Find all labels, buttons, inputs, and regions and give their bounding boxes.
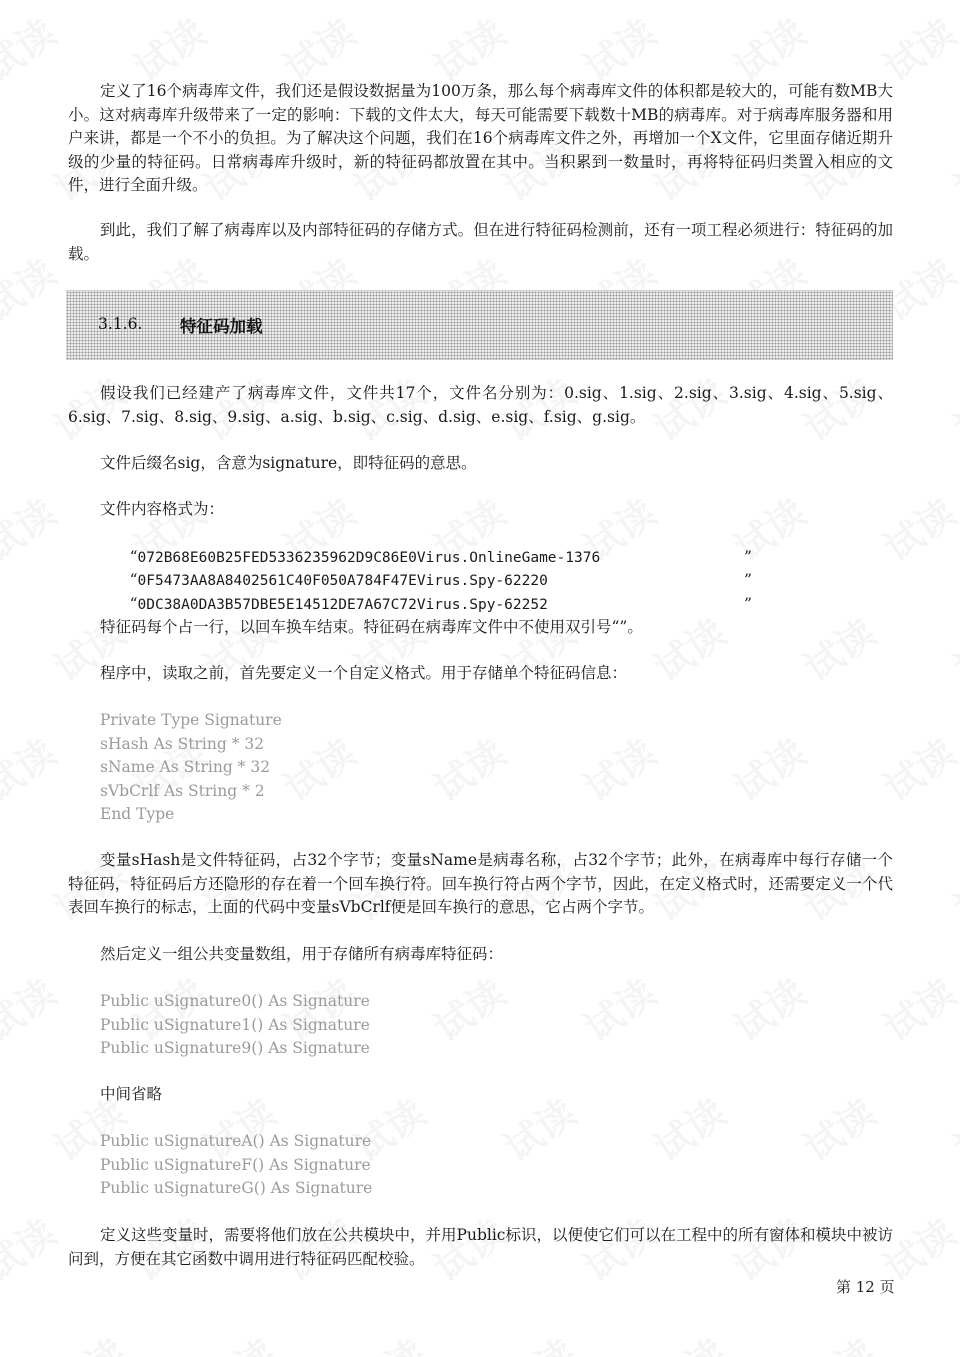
code-line: sVbCrlf As String * 2 bbox=[100, 781, 265, 800]
section-title: 特征码加载 bbox=[180, 317, 263, 336]
paragraph-custom-type: 程序中，读取之前，首先要定义一个自定义格式。用于存储单个特征码信息： bbox=[100, 664, 628, 682]
code-line: End Type bbox=[100, 805, 175, 823]
paragraph-public-arrays: 然后定义一组公共变量数组，用于存储所有病毒库特征码： bbox=[100, 945, 504, 963]
code-line: sHash As String * 32 bbox=[100, 734, 265, 753]
paragraph-variable-explanation: 变量sHash是文件特征码，占32个字节；变量sName是病毒名称，占32个字节；此外，在病毒库中每行存储一个特征码，特征码后方还隐形的存在着一个回车换行符。回车换行符占两个字节，因此，在定义格式时，还需要定义一个代表回车换行的标志，上面的代码中变量sVbCrlf便是回车换行的意思，它占两个字节。 bbox=[68, 851, 893, 916]
paragraph-public-module: 定义这些变量时，需要将他们放在公共模块中，并用Public标识，以便使它们可以在工程中的所有窗体和模块中被访问到，方便在其它函数中调用进行特征码匹配校验。 bbox=[68, 1226, 893, 1268]
paragraph-line-rule: 特征码每个占一行，以回车换车结束。特征码在病毒库文件中不使用双引号“”。 bbox=[100, 618, 643, 636]
paragraph-file-list: 假设我们已经建产了病毒库文件，文件共17个，文件名分别为：0.sig、1.sig、2.sig、3.sig、4.sig、5.sig、6.sig、7.sig、8.sig、9.sig、a.sig、b.sig、c.sig、d.sig、e.sig、f.sig、g.sig。 bbox=[68, 384, 893, 426]
code-line: Public uSignature0() As Signature bbox=[100, 992, 370, 1010]
code-line: Public uSignatureF() As Signature bbox=[100, 1155, 371, 1174]
sample-line: “0DC38A0DA3B57DBE5E14512DE7A67C72Virus.Spy-62252 ” bbox=[129, 594, 752, 613]
paragraph-content-format: 文件内容格式为： bbox=[100, 500, 225, 518]
paragraph-signature-loading-intro: 到此，我们了解了病毒库以及内部特征码的存储方式。但在进行特征码检测前，还有一项工程必须进行：特征码的加载。 bbox=[68, 221, 893, 263]
sample-line: “072B68E60B25FED5336235962D9C86E0Virus.OnlineGame-1376 ” bbox=[129, 547, 752, 566]
code-line: Public uSignatureA() As Signature bbox=[100, 1132, 372, 1150]
section-number: 3.1.6. bbox=[98, 315, 143, 333]
code-line: Public uSignature1() As Signature bbox=[100, 1015, 370, 1034]
sample-signature-text: 0F5473AA8A8402561C40F050A784F47EVirus.Spy-62220 bbox=[137, 572, 548, 589]
code-line: sName As String * 32 bbox=[100, 758, 271, 776]
code-block-public-1 bbox=[100, 990, 370, 1061]
code-block-public-2 bbox=[100, 1130, 372, 1201]
paragraph-omitted: 中间省略 bbox=[100, 1085, 163, 1103]
sample-line: “0F5473AA8A8402561C40F050A784F47EVirus.Spy-62220 ” bbox=[129, 570, 752, 589]
section-heading bbox=[66, 290, 893, 360]
page-number: 第 12 页 bbox=[836, 1278, 895, 1296]
code-line: Public uSignatureG() As Signature bbox=[100, 1179, 373, 1197]
sample-signature-text: 072B68E60B25FED5336235962D9C86E0Virus.OnlineGame-1376 bbox=[137, 549, 601, 566]
code-line: Public uSignature9() As Signature bbox=[100, 1039, 370, 1057]
sample-signature-text: 0DC38A0DA3B57DBE5E14512DE7A67C72Virus.Spy-62252 bbox=[137, 596, 548, 613]
code-block-type bbox=[100, 709, 282, 827]
code-line: Private Type Signature bbox=[100, 711, 282, 729]
paragraph-file-suffix: 文件后缀名sig，含意为signature，即特征码的意思。 bbox=[100, 454, 477, 472]
paragraph-virus-db-files: 定义了16个病毒库文件，我们还是假设数据量为100万条，那么每个病毒库文件的体积都是较大的，可能有数MB大小。这对病毒库升级带来了一定的影响：下载的文件太大，每天可能需要下载数十MB的病毒库。对于病毒库服务器和用户来讲，都是一个不小的负担。为了解决这个问题，我们在16个病毒库文件之外，再增加一个X文件，它里面存储近期升级的少量的特征码。日常病毒库升级时，新的特征码都放置在其中。当积累到一数量时，再将特征码归类置入相应的文件，进行全面升级。 bbox=[68, 82, 893, 194]
